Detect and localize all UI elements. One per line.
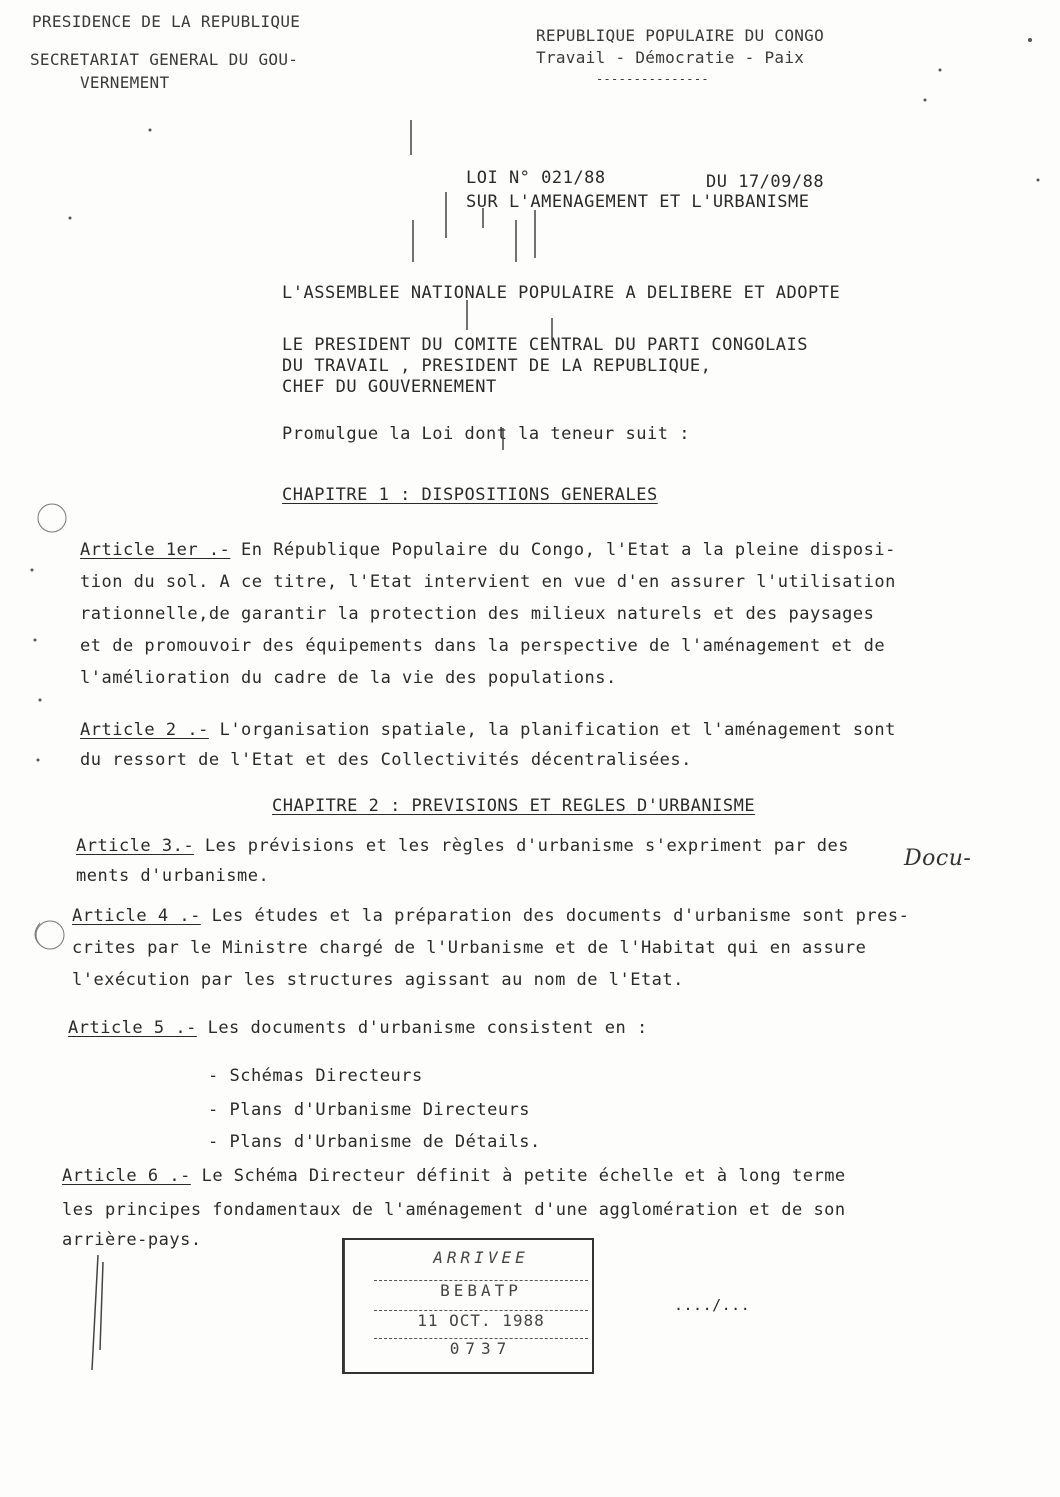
article-6-line-1: Le Schéma Directeur définit à petite échelle et à long terme <box>201 1166 846 1186</box>
article-2-line-1: L'organisation spatiale, la planification et l'aménagement sont <box>219 720 896 740</box>
assembly-line: L'ASSEMBLEE NATIONALE POPULAIRE A DELIBERE ET ADOPTE <box>282 283 841 303</box>
promulgue-line: Promulgue la Loi dont la teneur suit : <box>282 424 690 444</box>
president-line-3: CHEF DU GOUVERNEMENT <box>282 377 497 397</box>
header-secretariat: SECRETARIAT GENERAL DU GOU- <box>30 50 299 69</box>
stamp-date: 11 OCT. 1988 <box>374 1310 588 1330</box>
article-4-line-3: l'exécution par les structures agissant au nom de l'Etat. <box>72 970 684 990</box>
chapter-2-title: CHAPITRE 2 : PREVISIONS ET REGLES D'URBANISME <box>272 796 756 816</box>
article-2-label: Article 2 .- <box>80 720 209 740</box>
president-line-1: LE PRESIDENT DU COMITE CENTRAL DU PARTI CONGOLAIS <box>282 335 809 355</box>
header-republique: REPUBLIQUE POPULAIRE DU CONGO <box>536 26 825 45</box>
article-2-line-2: du ressort de l'Etat et des Collectivités décentralisées. <box>80 750 692 770</box>
header-gouvernement: VERNEMENT <box>80 73 170 92</box>
article-6-line-3: arrière-pays. <box>62 1230 202 1250</box>
article-6-label: Article 6 .- <box>62 1166 191 1186</box>
article-4-label: Article 4 .- <box>72 906 201 926</box>
header-rule: --------------- <box>596 72 709 86</box>
article-5-item-3: - Plans d'Urbanisme de Détails. <box>208 1132 541 1152</box>
article-3-line-1: Les prévisions et les règles d'urbanisme s'expriment par des <box>204 836 849 856</box>
chapter-1-title: CHAPITRE 1 : DISPOSITIONS GENERALES <box>282 485 658 505</box>
law-subject: SUR L'AMENAGEMENT ET L'URBANISME <box>466 192 810 212</box>
law-date: DU 17/09/88 <box>706 172 825 192</box>
article-6-line-2: les principes fondamentaux de l'aménagement d'une agglomération et de son <box>62 1200 846 1220</box>
article-4-line-2: crites par le Ministre chargé de l'Urbanisme et de l'Habitat qui en assure <box>72 938 867 958</box>
stamp-office: BEBATP <box>374 1280 588 1300</box>
president-line-2: DU TRAVAIL , PRESIDENT DE LA REPUBLIQUE, <box>282 356 712 376</box>
stamp-arrivee: ARRIVEE <box>433 1248 529 1267</box>
article-5-label: Article 5 .- <box>68 1018 197 1038</box>
law-number: LOI N° 021/88 <box>466 168 606 188</box>
article-1-line-5: l'amélioration du cadre de la vie des populations. <box>80 668 617 688</box>
article-1-line-3: rationnelle,de garantir la protection des milieux naturels et des paysages <box>80 604 875 624</box>
stamp-number: 0737 <box>374 1338 588 1358</box>
header-motto: Travail - Démocratie - Paix <box>536 48 805 67</box>
article-5-item-2: - Plans d'Urbanisme Directeurs <box>208 1100 531 1120</box>
article-1-label: Article 1er .- <box>80 540 231 560</box>
article-3-label: Article 3.- <box>76 836 195 856</box>
article-5-item-1: - Schémas Directeurs <box>208 1066 423 1086</box>
article-3-line-2: ments d'urbanisme. <box>76 866 270 886</box>
article-5-line-1: Les documents d'urbanisme consistent en : <box>207 1018 648 1038</box>
article-1-line-2: tion du sol. A ce titre, l'Etat intervient en vue d'en assurer l'utilisation <box>80 572 896 592</box>
article-1-line-4: et de promouvoir des équipements dans la perspective de l'aménagement et de <box>80 636 886 656</box>
continuation-mark: ..../... <box>674 1296 751 1314</box>
article-3-handwritten-note: Docu- <box>904 846 972 871</box>
article-1-line-1: En République Populaire du Congo, l'Etat a la pleine disposi- <box>241 540 896 560</box>
header-presidence: PRESIDENCE DE LA REPUBLIQUE <box>32 12 301 31</box>
article-4-line-1: Les études et la préparation des documents d'urbanisme sont pres- <box>211 906 910 926</box>
